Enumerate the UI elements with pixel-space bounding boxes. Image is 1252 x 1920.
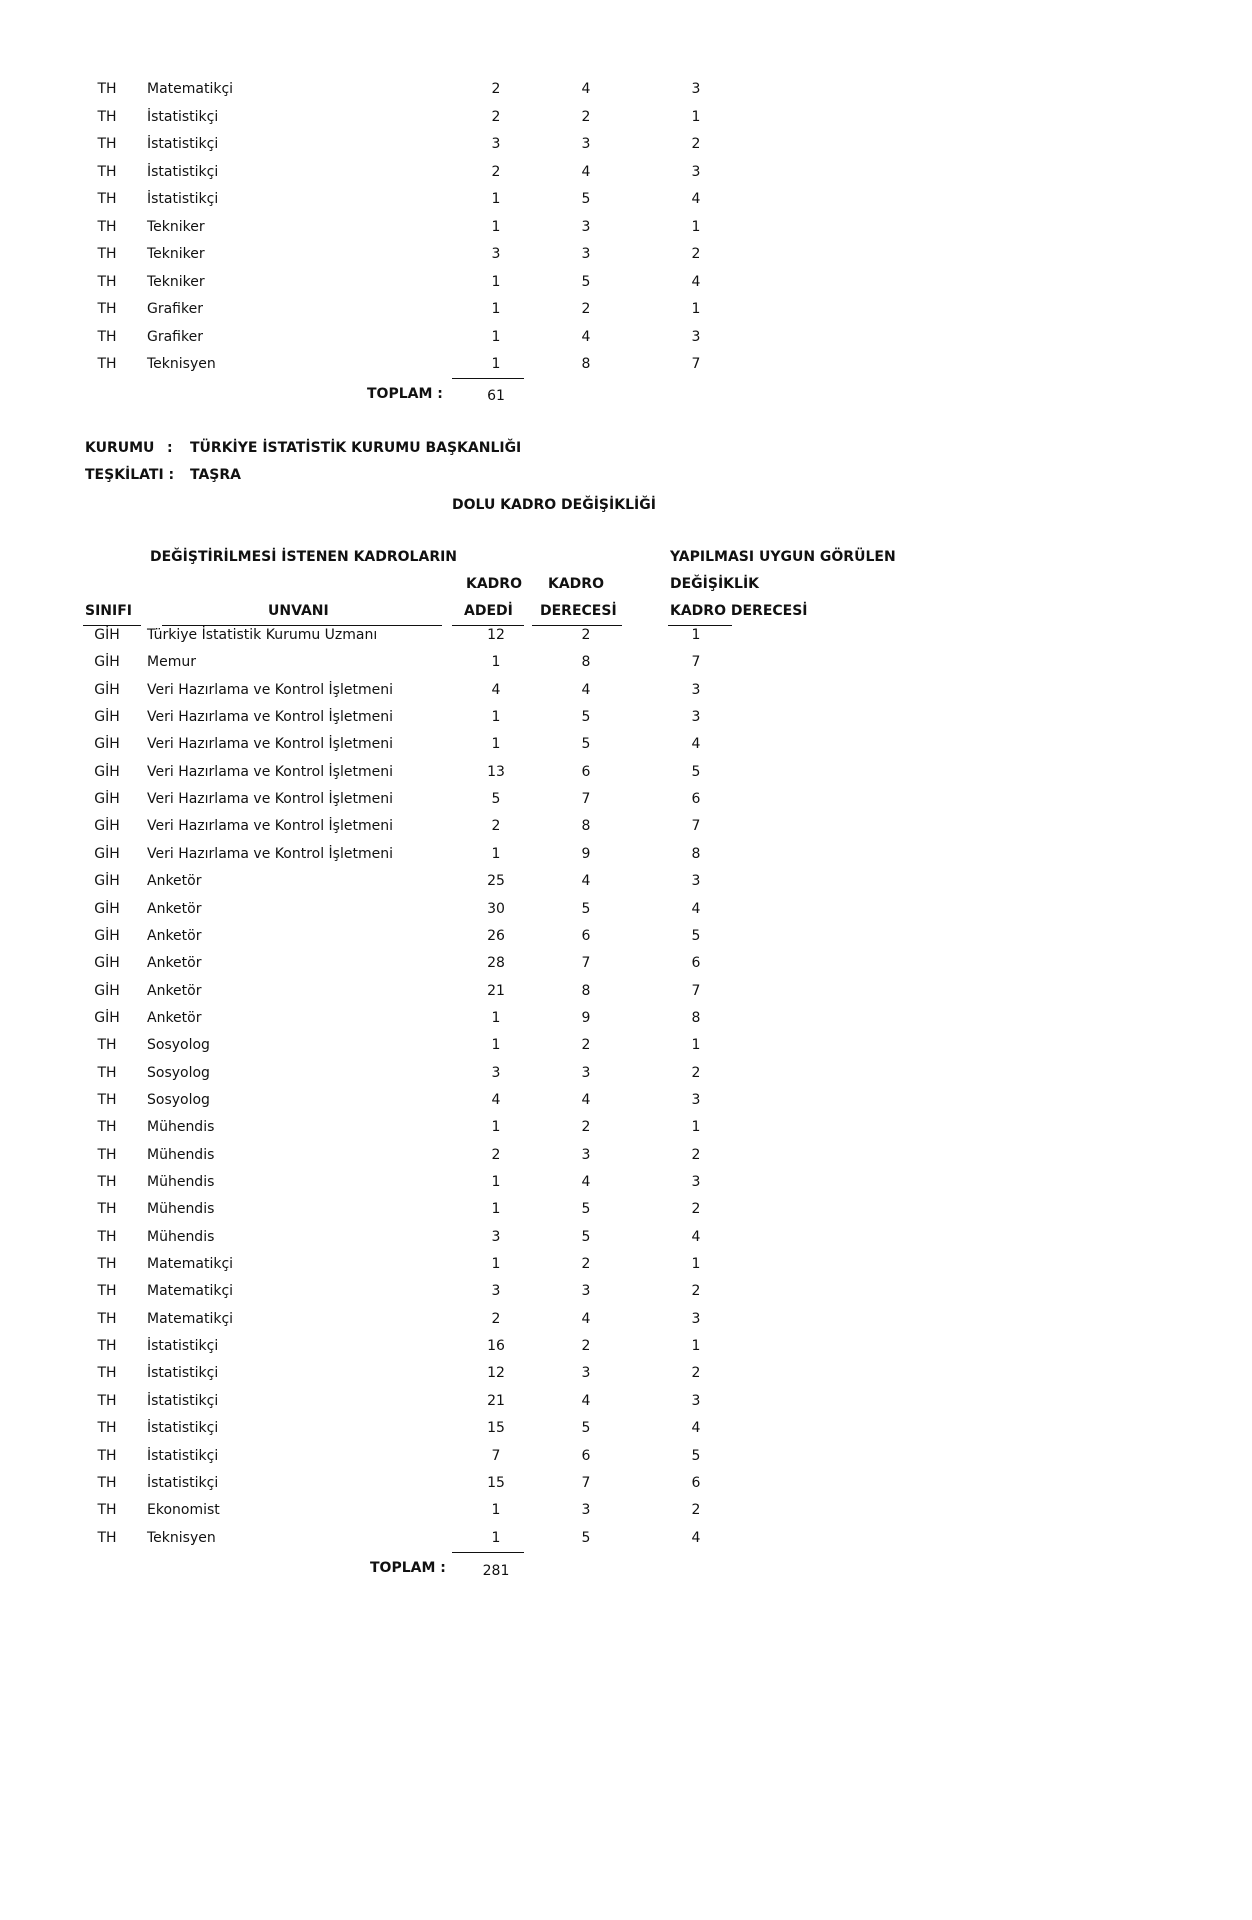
new-derece-cell: 2 (691, 136, 701, 152)
unvan-cell: İstatistikçi (147, 108, 219, 125)
sinif-cell: GİH (94, 736, 120, 753)
adet-cell: 1 (491, 1037, 501, 1054)
derece-cell: 5 (581, 900, 591, 917)
unvan-cell: Anketör (147, 927, 202, 944)
adet-cell: 2 (491, 818, 501, 835)
sinif-cell: GİH (94, 900, 120, 917)
sinif-cell: TH (97, 1420, 117, 1437)
table-row (0, 1010, 1252, 1037)
unvan-cell: Veri Hazırlama ve Kontrol İşletmeni (147, 736, 393, 753)
sinif-cell: GİH (94, 845, 120, 862)
unvan-cell: İstatistikçi (147, 1392, 219, 1409)
adet-cell: 1 (491, 273, 501, 290)
table-row (0, 1365, 1252, 1392)
adet-cell: 30 (487, 900, 505, 917)
new-derece-cell: 1 (691, 627, 701, 643)
unvan-cell: Tekniker (147, 273, 205, 290)
table-row (0, 301, 1252, 328)
sinif-cell: GİH (94, 873, 120, 890)
unvan-cell: Memur (147, 654, 196, 671)
table-row (0, 1174, 1252, 1201)
header-sinifi: SINIFI (85, 603, 132, 619)
sinif-cell: GİH (94, 654, 120, 671)
sinif-cell: GİH (94, 709, 120, 726)
table-row (0, 1119, 1252, 1146)
derece-cell: 2 (581, 108, 591, 125)
sinif-cell: TH (97, 1146, 117, 1163)
sinif-cell: GİH (94, 818, 120, 835)
table-row (0, 164, 1252, 191)
new-derece-cell: 3 (691, 873, 701, 890)
sinif-cell: TH (97, 1365, 117, 1382)
new-derece-cell: 3 (691, 1392, 701, 1409)
derece-cell: 4 (581, 873, 591, 890)
sinif-cell: TH (97, 1338, 117, 1355)
unvan-cell: Mühendis (147, 1174, 215, 1190)
total-label-2: TOPLAM : (370, 1560, 446, 1576)
table-row (0, 1393, 1252, 1420)
adet-cell: 3 (491, 1228, 501, 1245)
derece-cell: 5 (581, 736, 591, 753)
sinif-cell: GİH (94, 763, 120, 780)
unvan-cell: Türkiye İstatistik Kurumu Uzmanı (147, 627, 378, 643)
header-kadro-adet: KADRO (466, 576, 522, 592)
derece-cell: 4 (581, 1091, 591, 1108)
new-derece-cell: 3 (691, 81, 701, 97)
derece-cell: 4 (581, 1392, 591, 1409)
derece-cell: 5 (581, 709, 591, 726)
adet-cell: 13 (487, 763, 505, 780)
adet-cell: 28 (487, 955, 505, 972)
table-row (0, 246, 1252, 273)
derece-cell: 2 (581, 1037, 591, 1054)
new-derece-cell: 4 (691, 1228, 701, 1245)
sinif-cell: TH (97, 1310, 117, 1327)
sinif-cell: TH (97, 1064, 117, 1081)
unvan-cell: Tekniker (147, 246, 205, 262)
sinif-cell: GİH (94, 1009, 120, 1026)
table-row (0, 1338, 1252, 1365)
teskilati-label: TEŞKİLATI : (85, 467, 175, 483)
adet-cell: 1 (491, 328, 501, 345)
unvan-cell: Matematikçi (147, 1256, 234, 1273)
new-derece-cell: 3 (691, 1310, 701, 1327)
table-row (0, 219, 1252, 246)
sinif-cell: TH (97, 356, 117, 372)
adet-cell: 2 (491, 163, 501, 180)
new-derece-cell: 3 (691, 709, 701, 726)
derece-cell: 3 (581, 1283, 591, 1300)
derece-cell: 4 (581, 163, 591, 180)
unvan-cell: İstatistikçi (147, 1420, 219, 1437)
new-derece-cell: 6 (691, 955, 701, 972)
new-derece-cell: 4 (691, 273, 701, 290)
table-row (0, 764, 1252, 791)
new-derece-cell: 2 (691, 1283, 701, 1300)
unvan-cell: Grafiker (147, 328, 203, 345)
unvan-cell: Veri Hazırlama ve Kontrol İşletmeni (147, 681, 393, 698)
new-derece-cell: 1 (691, 1037, 701, 1054)
adet-cell: 15 (487, 1420, 505, 1437)
unvan-cell: Anketör (147, 873, 202, 890)
adet-cell: 2 (491, 108, 501, 125)
table-row (0, 1065, 1252, 1092)
adet-cell: 1 (491, 654, 501, 671)
sinif-cell: TH (97, 1037, 117, 1054)
sinif-cell: GİH (94, 955, 120, 972)
sinif-cell: TH (97, 1228, 117, 1245)
unvan-cell: Teknisyen (147, 1529, 216, 1546)
unvan-cell: Anketör (147, 955, 202, 972)
derece-cell: 6 (581, 1447, 591, 1464)
header-rule-adedi (452, 625, 524, 626)
derece-cell: 2 (581, 1256, 591, 1273)
new-derece-cell: 7 (691, 654, 701, 671)
sinif-cell: TH (97, 218, 117, 235)
total-value-1: 61 (487, 388, 505, 404)
table-row (0, 1530, 1252, 1557)
adet-cell: 21 (487, 982, 505, 999)
new-derece-cell: 1 (691, 301, 701, 317)
new-derece-cell: 3 (691, 1091, 701, 1108)
derece-cell: 8 (581, 982, 591, 999)
derece-cell: 4 (581, 81, 591, 97)
derece-cell: 6 (581, 763, 591, 780)
new-derece-cell: 5 (691, 1447, 701, 1464)
unvan-cell: Sosyolog (147, 1064, 210, 1081)
table-row (0, 191, 1252, 218)
table-row (0, 1283, 1252, 1310)
unvan-cell: İstatistikçi (147, 1338, 219, 1355)
derece-cell: 2 (581, 1338, 591, 1355)
unvan-cell: Veri Hazırlama ve Kontrol İşletmeni (147, 763, 393, 780)
table-row (0, 1092, 1252, 1119)
sinif-cell: GİH (94, 627, 120, 643)
table-row (0, 1420, 1252, 1447)
derece-cell: 5 (581, 1201, 591, 1218)
adet-cell: 1 (491, 709, 501, 726)
table-row (0, 983, 1252, 1010)
unvan-cell: Veri Hazırlama ve Kontrol İşletmeni (147, 791, 393, 808)
total-value-2: 281 (482, 1563, 510, 1579)
new-derece-cell: 8 (691, 845, 701, 862)
new-derece-cell: 2 (691, 1502, 701, 1519)
header-group-right-2: DEĞİŞİKLİK (670, 576, 760, 592)
sinif-cell: TH (97, 1201, 117, 1218)
adet-cell: 16 (487, 1338, 505, 1355)
adet-cell: 3 (491, 1283, 501, 1300)
sinif-cell: TH (97, 1091, 117, 1108)
unvan-cell: Veri Hazırlama ve Kontrol İşletmeni (147, 845, 393, 862)
unvan-cell: Mühendis (147, 1228, 215, 1245)
sinif-cell: TH (97, 1392, 117, 1409)
unvan-cell: İstatistikçi (147, 1447, 219, 1464)
unvan-cell: Anketör (147, 982, 202, 999)
new-derece-cell: 2 (691, 246, 701, 262)
derece-cell: 5 (581, 1529, 591, 1546)
table-row (0, 81, 1252, 108)
table-row (0, 1448, 1252, 1475)
header-adedi: ADEDİ (464, 603, 513, 619)
table-row (0, 1229, 1252, 1256)
derece-cell: 7 (581, 791, 591, 808)
derece-cell: 5 (581, 273, 591, 290)
derece-cell: 8 (581, 654, 591, 671)
header-kadro-derece: KADRO (548, 576, 604, 592)
adet-cell: 21 (487, 1392, 505, 1409)
adet-cell: 12 (487, 1365, 505, 1382)
table-row (0, 818, 1252, 845)
new-derece-cell: 2 (691, 1365, 701, 1382)
header-rule-derecesi (532, 625, 622, 626)
unvan-cell: Sosyolog (147, 1091, 210, 1108)
sinif-cell: TH (97, 108, 117, 125)
new-derece-cell: 4 (691, 1420, 701, 1437)
new-derece-cell: 2 (691, 1146, 701, 1163)
unvan-cell: Anketör (147, 1009, 202, 1026)
unvan-cell: İstatistikçi (147, 1365, 219, 1382)
kurumu-label: KURUMU (85, 440, 155, 456)
table-row (0, 329, 1252, 356)
teskilati-value: TAŞRA (190, 467, 241, 483)
table-row (0, 1502, 1252, 1529)
adet-cell: 1 (491, 218, 501, 235)
new-derece-cell: 8 (691, 1009, 701, 1026)
derece-cell: 4 (581, 1174, 591, 1190)
new-derece-cell: 3 (691, 1174, 701, 1190)
adet-cell: 1 (491, 301, 501, 317)
table-row (0, 654, 1252, 681)
document-subtitle: DOLU KADRO DEĞİŞİKLİĞİ (452, 497, 656, 513)
unvan-cell: Mühendis (147, 1146, 215, 1163)
new-derece-cell: 1 (691, 1119, 701, 1136)
new-derece-cell: 7 (691, 818, 701, 835)
new-derece-cell: 1 (691, 1338, 701, 1355)
sinif-cell: TH (97, 1174, 117, 1190)
adet-cell: 15 (487, 1474, 505, 1491)
table-row (0, 928, 1252, 955)
table-row (0, 955, 1252, 982)
header-rule-sinifi (83, 625, 141, 626)
unvan-cell: Matematikçi (147, 1283, 234, 1300)
total-label-1: TOPLAM : (367, 386, 443, 402)
adet-cell: 2 (491, 81, 501, 97)
unvan-cell: İstatistikçi (147, 136, 219, 152)
header-rule-unvani (162, 625, 442, 626)
header-group-right-1: YAPILMASI UYGUN GÖRÜLEN (670, 549, 896, 565)
table-row (0, 682, 1252, 709)
new-derece-cell: 6 (691, 1474, 701, 1491)
derece-cell: 3 (581, 136, 591, 152)
derece-cell: 5 (581, 191, 591, 207)
new-derece-cell: 4 (691, 191, 701, 207)
sinif-cell: GİH (94, 791, 120, 808)
derece-cell: 3 (581, 1064, 591, 1081)
table-row (0, 791, 1252, 818)
unvan-cell: Tekniker (147, 218, 205, 235)
adet-cell: 1 (491, 1502, 501, 1519)
table-row (0, 1147, 1252, 1174)
adet-cell: 1 (491, 356, 501, 372)
adet-cell: 1 (491, 1201, 501, 1218)
unvan-cell: Teknisyen (147, 356, 216, 372)
sinif-cell: TH (97, 163, 117, 180)
table-row (0, 109, 1252, 136)
adet-cell: 7 (491, 1447, 501, 1464)
derece-cell: 7 (581, 955, 591, 972)
sinif-cell: TH (97, 246, 117, 262)
new-derece-cell: 3 (691, 681, 701, 698)
sinif-cell: TH (97, 1502, 117, 1519)
new-derece-cell: 1 (691, 218, 701, 235)
adet-cell: 3 (491, 246, 501, 262)
unvan-cell: İstatistikçi (147, 1474, 219, 1491)
derece-cell: 5 (581, 1228, 591, 1245)
sinif-cell: TH (97, 301, 117, 317)
sinif-cell: TH (97, 328, 117, 345)
new-derece-cell: 2 (691, 1201, 701, 1218)
derece-cell: 3 (581, 1146, 591, 1163)
sinif-cell: TH (97, 191, 117, 207)
new-derece-cell: 4 (691, 1529, 701, 1546)
derece-cell: 8 (581, 818, 591, 835)
new-derece-cell: 7 (691, 356, 701, 372)
sinif-cell: GİH (94, 927, 120, 944)
unvan-cell: İstatistikçi (147, 191, 219, 207)
derece-cell: 3 (581, 218, 591, 235)
total-rule-2 (452, 1552, 524, 1553)
unvan-cell: Veri Hazırlama ve Kontrol İşletmeni (147, 709, 393, 726)
adet-cell: 2 (491, 1146, 501, 1163)
sinif-cell: TH (97, 1119, 117, 1136)
unvan-cell: Matematikçi (147, 81, 234, 97)
new-derece-cell: 6 (691, 791, 701, 808)
derece-cell: 3 (581, 1365, 591, 1382)
new-derece-cell: 3 (691, 328, 701, 345)
kurumu-value: TÜRKİYE İSTATİSTİK KURUMU BAŞKANLIĞI (190, 440, 522, 456)
kurumu-sep: : (167, 440, 173, 456)
new-derece-cell: 4 (691, 900, 701, 917)
new-derece-cell: 4 (691, 736, 701, 753)
derece-cell: 3 (581, 246, 591, 262)
table-row (0, 1256, 1252, 1283)
unvan-cell: Anketör (147, 900, 202, 917)
table-row (0, 356, 1252, 383)
unvan-cell: Grafiker (147, 301, 203, 317)
derece-cell: 7 (581, 1474, 591, 1491)
sinif-cell: TH (97, 1529, 117, 1546)
adet-cell: 1 (491, 1119, 501, 1136)
table-row (0, 627, 1252, 654)
adet-cell: 1 (491, 1174, 501, 1190)
table-row (0, 1311, 1252, 1338)
table-row (0, 1475, 1252, 1502)
unvan-cell: Veri Hazırlama ve Kontrol İşletmeni (147, 818, 393, 835)
header-derecesi: DERECESİ (540, 603, 617, 619)
table-row (0, 736, 1252, 763)
derece-cell: 4 (581, 1310, 591, 1327)
derece-cell: 2 (581, 301, 591, 317)
sinif-cell: TH (97, 273, 117, 290)
derece-cell: 2 (581, 1119, 591, 1136)
new-derece-cell: 2 (691, 1064, 701, 1081)
sinif-cell: TH (97, 1256, 117, 1273)
unvan-cell: İstatistikçi (147, 163, 219, 180)
table-row (0, 1037, 1252, 1064)
table-row (0, 136, 1252, 163)
new-derece-cell: 1 (691, 108, 701, 125)
header-kadro-derecesi: KADRO DERECESİ (670, 603, 808, 619)
adet-cell: 12 (487, 627, 505, 643)
header-unvani: UNVANI (268, 603, 329, 619)
unvan-cell: Sosyolog (147, 1037, 210, 1054)
derece-cell: 9 (581, 845, 591, 862)
new-derece-cell: 5 (691, 927, 701, 944)
unvan-cell: Mühendis (147, 1201, 215, 1218)
derece-cell: 3 (581, 1502, 591, 1519)
sinif-cell: GİH (94, 982, 120, 999)
sinif-cell: TH (97, 1283, 117, 1300)
table-row (0, 1201, 1252, 1228)
adet-cell: 26 (487, 927, 505, 944)
adet-cell: 5 (491, 791, 501, 808)
derece-cell: 4 (581, 328, 591, 345)
adet-cell: 1 (491, 1009, 501, 1026)
header-rule-kadro-derecesi (668, 625, 732, 626)
adet-cell: 2 (491, 1310, 501, 1327)
adet-cell: 25 (487, 873, 505, 890)
new-derece-cell: 7 (691, 982, 701, 999)
unvan-cell: Ekonomist (147, 1502, 220, 1519)
sinif-cell: TH (97, 81, 117, 97)
table-row (0, 846, 1252, 873)
adet-cell: 1 (491, 736, 501, 753)
derece-cell: 5 (581, 1420, 591, 1437)
adet-cell: 3 (491, 136, 501, 152)
table-row (0, 709, 1252, 736)
sinif-cell: TH (97, 1447, 117, 1464)
adet-cell: 3 (491, 1064, 501, 1081)
table-row (0, 274, 1252, 301)
sinif-cell: TH (97, 1474, 117, 1491)
unvan-cell: Mühendis (147, 1119, 215, 1136)
adet-cell: 4 (491, 681, 501, 698)
header-group-left: DEĞİŞTİRİLMESİ İSTENEN KADROLARIN (150, 549, 458, 565)
unvan-cell: Matematikçi (147, 1310, 234, 1327)
derece-cell: 2 (581, 627, 591, 643)
total-rule-1 (452, 378, 524, 379)
table-row (0, 901, 1252, 928)
sinif-cell: TH (97, 136, 117, 152)
derece-cell: 8 (581, 356, 591, 372)
adet-cell: 1 (491, 1256, 501, 1273)
new-derece-cell: 1 (691, 1256, 701, 1273)
derece-cell: 4 (581, 681, 591, 698)
new-derece-cell: 3 (691, 163, 701, 180)
adet-cell: 1 (491, 845, 501, 862)
sinif-cell: GİH (94, 681, 120, 698)
adet-cell: 1 (491, 1529, 501, 1546)
derece-cell: 9 (581, 1009, 591, 1026)
adet-cell: 1 (491, 191, 501, 207)
table-row (0, 873, 1252, 900)
new-derece-cell: 5 (691, 763, 701, 780)
derece-cell: 6 (581, 927, 591, 944)
adet-cell: 4 (491, 1091, 501, 1108)
